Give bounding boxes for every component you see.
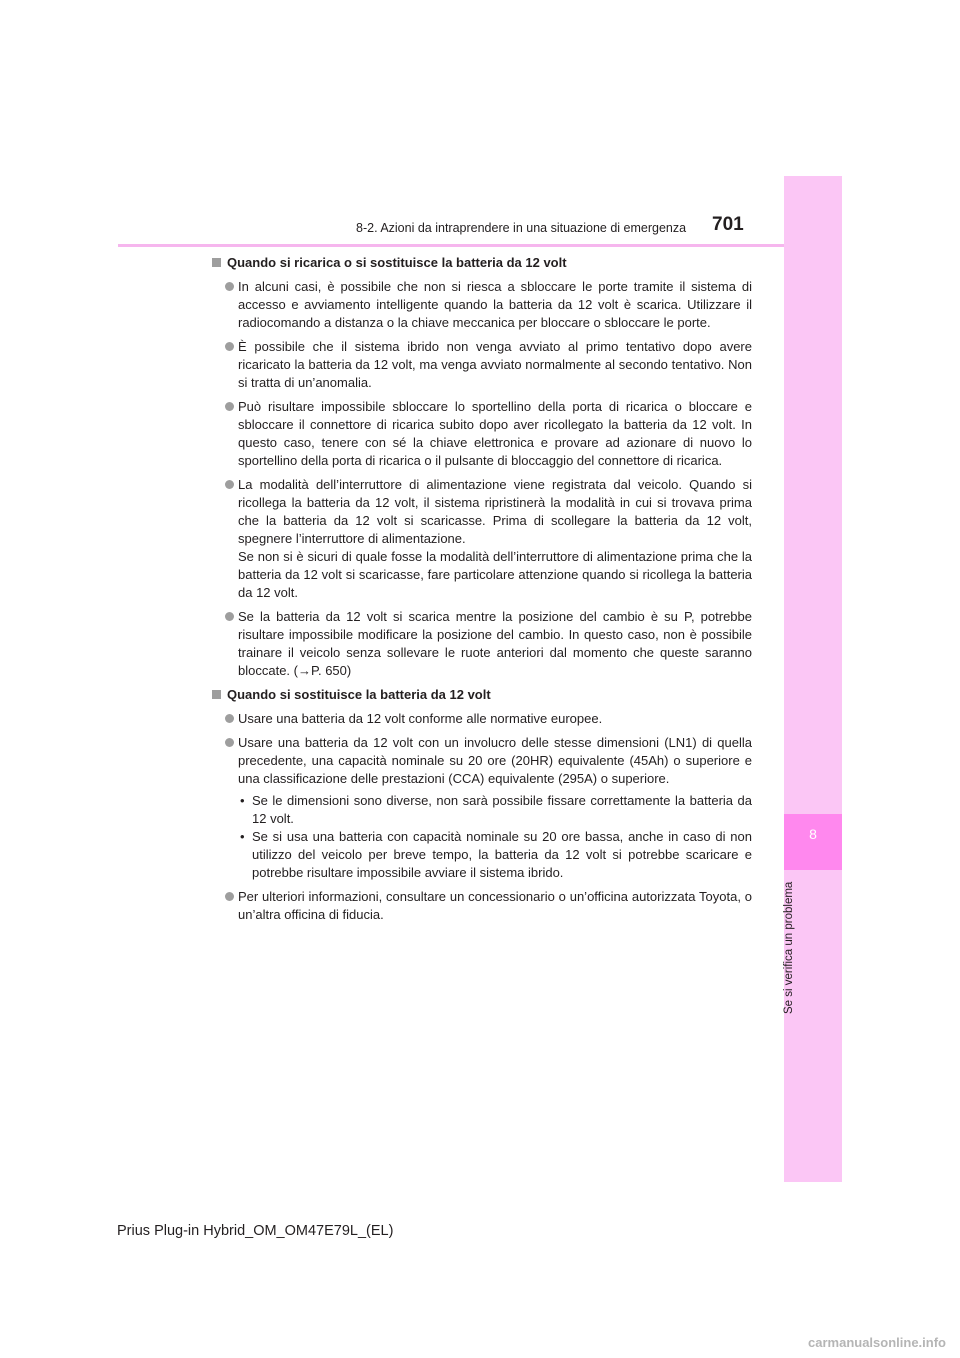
list-item: Usare una batteria da 12 volt con un involucro delle stesse dimensioni (LN1) di quella precedente, una capacità nominale su 20 ore (20HR) equivalente (45Ah) o superiore e una classificazione delle prestazioni (CCA) equivalente (295A) o superiore. [212,734,752,788]
header-divider [118,244,784,247]
sub-list [212,788,752,882]
circle-bullet-icon [225,480,234,489]
circle-bullet-icon [225,342,234,351]
circle-bullet-icon [225,714,234,723]
circle-bullet-icon [225,402,234,411]
list-item: Se la batteria da 12 volt si scarica mentre la posizione del cambio è su P, potrebbe risultare impossibile modificare la posizione del cambio. In questo caso, non è possibile trainare il veicolo senza sollevare le ruote anteriori dal momento che queste saranno bloccate. (→P. 650) [212,608,752,680]
list-item: La modalità dell’interruttore di alimentazione viene registrata dal veicolo. Quando si ricollega la batteria da 12 volt, il sistema ripristinerà la modalità in cui si trovava prima che la batteria da 12 volt si scaricasse. Prima di scollegare la batteria da 12 volt, spegnere l’interruttore di alimentazione. Se non si è sicuri di quale fosse la modalità dell’interruttore di alimentazione prima che la batteria da 12 volt si scaricasse, fare particolare attenzione quando si ricollega la batteria da 12 volt. [212,476,752,602]
document-id: Prius Plug-in Hybrid_OM_OM47E79L_(EL) [117,1223,394,1239]
list-item: Può risultare impossibile sbloccare lo sportellino della porta di ricarica o bloccare e sbloccare il connettore di ricarica subito dopo aver ricollegato la batteria da 12 volt. In questo caso, tenere con sé la chiave elettronica e provare ad azionare di nuovo lo sportellino della porta di ricarica o il pulsante di bloccaggio del connettore di ricarica. [212,398,752,470]
circle-bullet-icon [225,282,234,291]
sub-list-item: • Se si usa una batteria con capacità nominale su 20 ore bassa, anche in caso di non utilizzo del veicolo per breve tempo, la batteria da 12 volt si potrebbe scaricare e potrebbe risultare impossibile avviare il sistema ibrido. [240,829,752,880]
chapter-side-tab [784,176,842,1182]
chapter-tab-active-marker [784,814,842,870]
list-item: Usare una batteria da 12 volt conforme alle normative europee. [212,710,752,728]
list-item: È possibile che il sistema ibrido non venga avviato al primo tentativo dopo avere ricaricato la batteria da 12 volt, ma venga avviato normalmente al secondo tentativo. Non si tratta di un’anomalia. [212,338,752,392]
circle-bullet-icon [225,738,234,747]
chapter-number: 8 [809,826,817,842]
square-bullet-icon [212,258,221,267]
list-item: In alcuni casi, è possibile che non si riesca a sbloccare le porte tramite il sistema di accesso e avviamento intelligente quando la batteria da 12 volt è scarica. Utilizzare il radiocomando a distanza o la chiave meccanica per bloccare o sbloccare le porte. [212,278,752,332]
list-item-continuation: Se non si è sicuri di quale fosse la modalità dell’interruttore di alimentazione prima che la batteria da 12 volt si scaricasse, fare particolare attenzione quando si ricollega la batteria da 12 volt. [238,549,752,600]
section-heading: Quando si ricarica o si sostituisce la batteria da 12 volt [212,254,752,272]
middle-dot-icon: • [240,829,245,844]
list-item: Per ulteriori informazioni, consultare un concessionario o un’officina autorizzata Toyota, o un’altra officina di fiducia. [212,888,752,924]
section-reference: 8-2. Azioni da intraprendere in una situazione di emergenza [356,221,687,235]
middle-dot-icon: • [240,793,245,808]
circle-bullet-icon [225,612,234,621]
page-content [212,254,752,930]
square-bullet-icon [212,690,221,699]
section-heading: Quando si sostituisce la batteria da 12 volt [212,686,752,704]
watermark: carmanualsonline.info [808,1335,946,1350]
chapter-title: Se si verifica un problema [783,882,795,1015]
circle-bullet-icon [225,892,234,901]
page-number: 701 [712,214,744,235]
sub-list-item: • Se le dimensioni sono diverse, non sarà possibile fissare correttamente la batteria da 12 volt. [240,793,752,826]
